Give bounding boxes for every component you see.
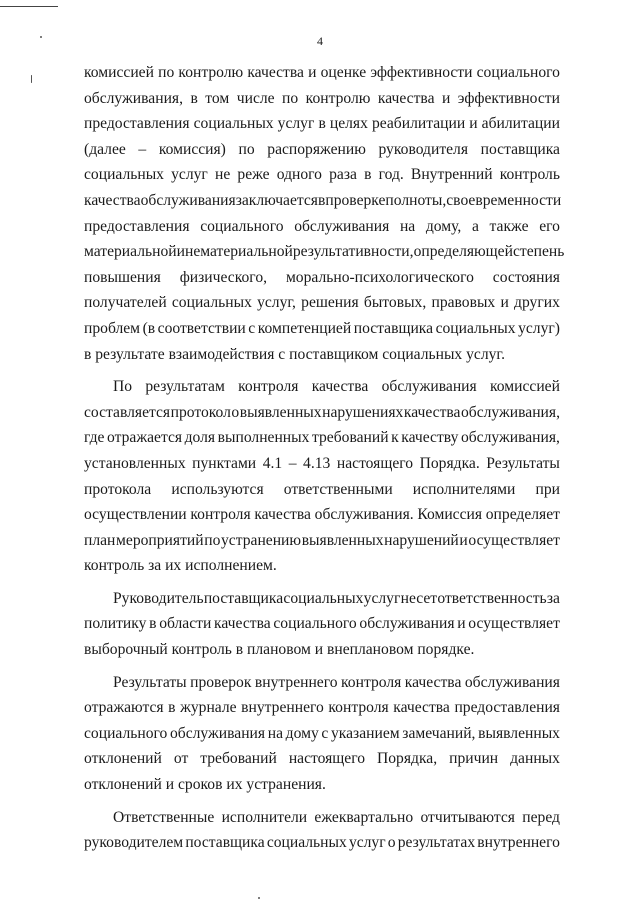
word: обслуживания, [460, 429, 560, 447]
word: контроля [238, 378, 299, 396]
scan-speck [31, 75, 32, 83]
word: также [489, 217, 529, 235]
word: с [321, 724, 329, 742]
document-body [84, 60, 565, 856]
word: его [539, 217, 560, 235]
word: замечаний, [402, 724, 476, 742]
word: услуг [171, 166, 208, 184]
word: проблем [84, 319, 141, 337]
word: указанием [331, 724, 400, 742]
word: полноты, [385, 191, 447, 209]
word: 4.13 [303, 454, 331, 472]
text-line [84, 316, 560, 342]
page-number: 4 [317, 34, 323, 48]
word: внутреннего [254, 673, 338, 691]
word: числе [236, 89, 275, 107]
text-line [84, 746, 560, 772]
word: услуг [348, 834, 386, 852]
word: в [190, 89, 198, 107]
word: где [84, 429, 105, 447]
word: соответствии [157, 319, 246, 337]
word: осуществлении [84, 506, 187, 524]
word: услуг [277, 115, 315, 133]
word: обслуживания [464, 673, 560, 691]
word: в [318, 115, 326, 133]
word: услуг, [257, 294, 296, 312]
word: – [138, 140, 147, 158]
text-line [84, 188, 560, 214]
word: определяет [485, 506, 560, 524]
word: журнале [180, 699, 237, 717]
word: определяющей [413, 243, 513, 261]
word: обслуживания. [314, 506, 414, 524]
word: контроль [499, 166, 560, 184]
word: компетенцией [257, 319, 352, 337]
word: год. [378, 166, 404, 184]
word: социальных [193, 115, 274, 133]
text-line [84, 400, 560, 426]
word: ежеквартально [314, 808, 414, 826]
text-line [84, 477, 560, 503]
word: пунктами [192, 454, 257, 472]
word: абилитации [481, 115, 560, 133]
word: по [204, 531, 221, 549]
text-line [84, 374, 560, 400]
word: поставщика [185, 834, 265, 852]
word: контролю [305, 89, 371, 107]
word: По [113, 378, 133, 396]
word: выявленных [301, 531, 384, 549]
word: перед [522, 808, 560, 826]
word: предоставления [84, 217, 190, 235]
word: социального [84, 724, 168, 742]
word: обслуживания, [460, 403, 560, 421]
word: целях [329, 115, 368, 133]
word: социальных [435, 319, 516, 337]
word: состояния [492, 268, 560, 286]
word: обслуживания [381, 378, 477, 396]
paragraph-1 [84, 60, 565, 367]
word: – [288, 454, 297, 472]
word: контроля [341, 673, 402, 691]
word: осуществляет [468, 531, 560, 549]
text-line: выборочный контроль в плановом и внеплановом порядке. [84, 641, 475, 659]
text-line [84, 502, 560, 528]
word: том [205, 89, 230, 107]
word: услуг [363, 589, 401, 607]
word: бытовых, [363, 294, 427, 312]
paragraph-2 [84, 374, 560, 579]
word: и [176, 243, 185, 261]
text-line [84, 721, 560, 747]
word: других [514, 294, 560, 312]
word: одного [276, 166, 322, 184]
word: получателей [84, 294, 167, 312]
word: выявленных [478, 724, 560, 742]
word: Порядка. [419, 454, 480, 472]
word: эффективности [370, 64, 473, 81]
word: качества [247, 64, 304, 81]
word: социального [273, 615, 357, 633]
word: качеству [401, 429, 459, 447]
word: данных [510, 750, 560, 768]
text-line [84, 695, 560, 721]
word: социальных [171, 294, 252, 312]
word: внутреннего [477, 834, 560, 852]
word: в [168, 699, 176, 717]
word: контроля [190, 506, 251, 524]
word: на [267, 724, 283, 742]
word: требований [200, 750, 277, 768]
word: и [441, 89, 451, 107]
word: (далее [84, 140, 126, 158]
word: к [391, 429, 399, 447]
word: социальных [266, 834, 347, 852]
word: Результаты [113, 673, 187, 691]
word: настоящего [336, 454, 414, 472]
paragraph-5 [84, 805, 560, 856]
word: с [248, 319, 256, 337]
word: качества [404, 673, 462, 691]
word: оценке [320, 64, 367, 81]
word: исполнителями [412, 480, 516, 498]
word: о [231, 403, 240, 421]
word: решения [301, 294, 359, 312]
word: в [364, 166, 372, 184]
word: реабилитации [371, 115, 466, 133]
word: комиссия) [158, 140, 226, 158]
word: доля [184, 429, 216, 447]
word: качества [254, 506, 311, 524]
word: Ответственные [113, 808, 215, 826]
word: на [399, 217, 416, 235]
word: результатах [397, 834, 476, 852]
word: и [457, 615, 466, 633]
word: в [317, 191, 326, 209]
word: руководителем [84, 834, 184, 852]
word: устранению [221, 531, 302, 549]
word: результатам [145, 378, 225, 396]
word: 4.1 [262, 454, 283, 472]
word: осуществляет [468, 615, 560, 633]
word: обслуживания [169, 724, 266, 742]
text-line [84, 611, 560, 637]
paragraph-4 [84, 670, 560, 798]
word: (в [142, 319, 156, 337]
text-line [84, 162, 560, 188]
word: протокол [170, 403, 231, 421]
text-line [84, 451, 560, 477]
word: от [173, 750, 189, 768]
word: обслуживания [140, 191, 236, 209]
text-line [84, 805, 560, 831]
word: дому, [425, 217, 462, 235]
word: Результаты [486, 454, 560, 472]
word: повышения [84, 268, 161, 286]
word: за [546, 589, 560, 607]
word: контролю [178, 64, 244, 81]
word: комиссией [490, 378, 560, 396]
word: Руководитель [113, 589, 204, 607]
text-line: в результате взаимодействия с поставщиком социальных услуг. [84, 345, 505, 363]
word: политику [84, 615, 147, 633]
word: о [387, 834, 396, 852]
scan-edge-line [0, 6, 58, 7]
word: и [308, 64, 317, 81]
word: по [158, 64, 175, 81]
word: физического, [179, 268, 268, 286]
word: а [471, 217, 479, 235]
word: социального [476, 64, 560, 81]
word: поставщика [480, 140, 560, 158]
text-line: отклонений и сроков их устранения. [84, 776, 326, 794]
word: отклонений [84, 750, 162, 768]
word: качества [377, 89, 435, 107]
word: предоставления [84, 115, 190, 133]
word: социальных [84, 166, 164, 184]
word: по [238, 140, 255, 158]
word: результативности, [292, 243, 414, 261]
word: отчитываются [420, 808, 515, 826]
text-line [84, 528, 560, 554]
word: Порядка, [377, 750, 438, 768]
text-line [84, 830, 560, 856]
word: морально-психологического [285, 268, 474, 286]
word: обслуживания, [84, 89, 183, 107]
word: качества [214, 615, 271, 633]
word: контроля [328, 699, 389, 717]
word: своевременности [446, 191, 562, 209]
word: нарушениях [322, 403, 404, 421]
word: степень [512, 243, 565, 261]
word: в [149, 615, 157, 633]
word: нематериальной [184, 243, 293, 261]
word: поставщика [353, 319, 434, 337]
word: по [282, 89, 299, 107]
word: Комиссия [417, 506, 483, 524]
word: качества [84, 191, 141, 209]
word: обслуживания [359, 615, 455, 633]
word: составляется [84, 403, 171, 421]
word: требований [311, 429, 389, 447]
text-line [84, 290, 560, 316]
word: исполнители [221, 808, 308, 826]
word: руководителя [378, 140, 469, 158]
word: материальной [84, 243, 177, 261]
word: и [500, 294, 509, 312]
word: нарушений [384, 531, 459, 549]
text-line: контроль за их исполнением. [84, 557, 277, 575]
word: и [459, 531, 468, 549]
word: обслуживания [294, 217, 390, 235]
word: эффективности [457, 89, 560, 107]
word: дому [285, 724, 319, 742]
word: проверок [190, 673, 252, 691]
word: социального [200, 217, 284, 235]
word: качества [403, 403, 461, 421]
word: выявленных [239, 403, 322, 421]
word: отражаются [84, 699, 164, 717]
text-line [84, 214, 560, 240]
word: не [214, 166, 231, 184]
paragraph-3 [84, 586, 560, 663]
text-line [84, 137, 560, 163]
word: правовых [431, 294, 496, 312]
word: комиссией [84, 64, 154, 81]
word: области [159, 615, 212, 633]
word: проверке [325, 191, 386, 209]
word: Внутренний [410, 166, 493, 184]
word: предоставления [454, 699, 560, 717]
text-line [84, 586, 560, 612]
text-line [84, 265, 560, 291]
word: качества [393, 699, 450, 717]
word: отражается [107, 429, 183, 447]
word: выполненных [217, 429, 310, 447]
word: настоящего [288, 750, 366, 768]
word: используются [171, 480, 264, 498]
word: протокола [84, 480, 152, 498]
word: ответственность [437, 589, 547, 607]
text-line [84, 86, 560, 112]
text-line [84, 670, 560, 696]
word: заключается [235, 191, 318, 209]
word: услуг) [518, 319, 560, 337]
word: внутреннего [241, 699, 324, 717]
word: установленных [84, 454, 186, 472]
word: ответственными [283, 480, 393, 498]
word: раза [329, 166, 357, 184]
word: причин [449, 750, 499, 768]
text-line [84, 60, 560, 86]
text-line [84, 239, 565, 265]
word: качества [311, 378, 369, 396]
scan-speck [258, 897, 260, 899]
word: реже [237, 166, 270, 184]
word: распоряжению [267, 140, 366, 158]
word: поставщика [203, 589, 284, 607]
word: социальных [283, 589, 364, 607]
text-line [84, 425, 560, 451]
word: и [469, 115, 478, 133]
word: несет [400, 589, 438, 607]
text-line [84, 111, 560, 137]
word: при [535, 480, 560, 498]
word: план [84, 531, 116, 549]
word: мероприятий [116, 531, 204, 549]
